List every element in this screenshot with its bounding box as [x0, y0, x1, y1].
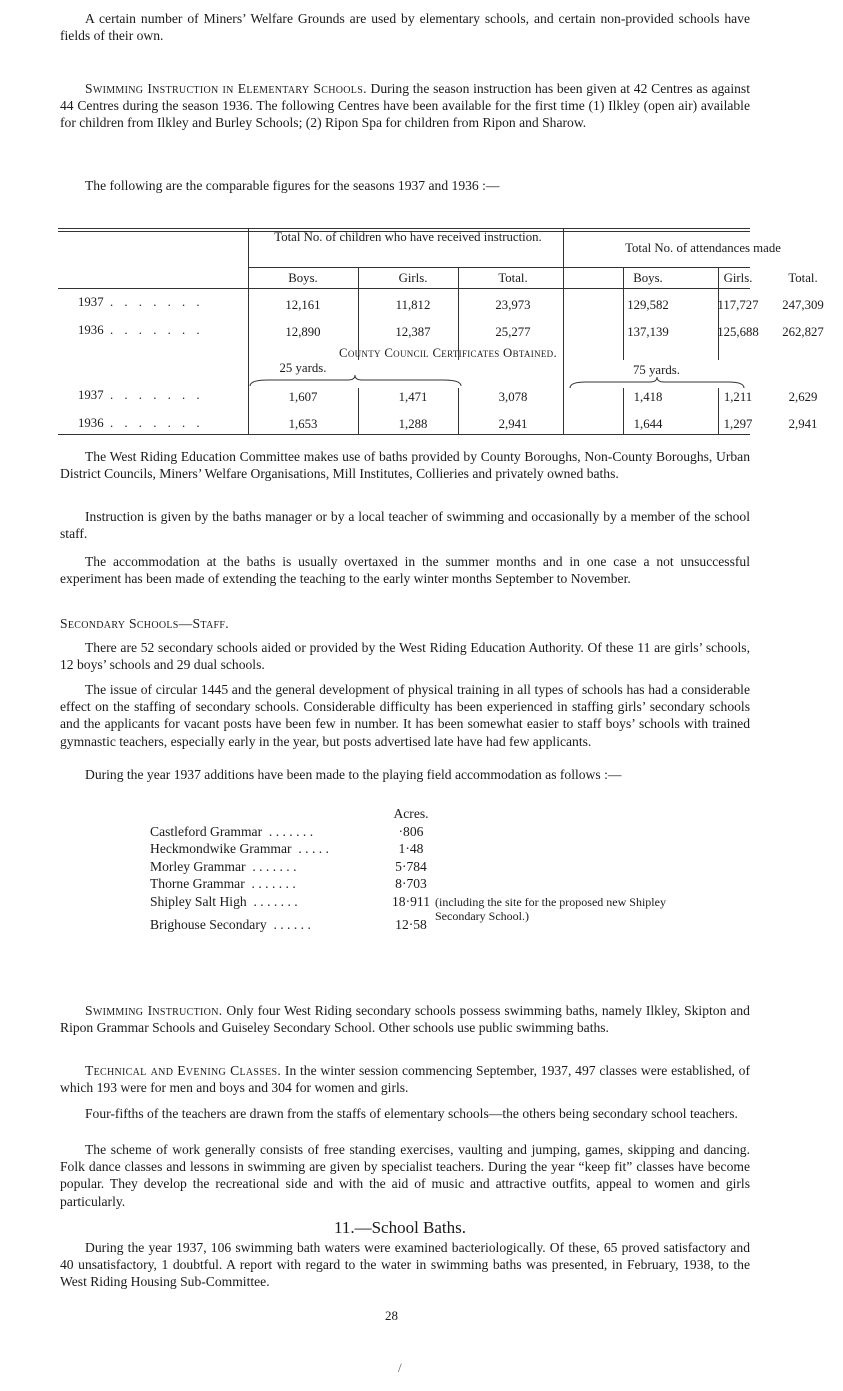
row-year: 1937 [78, 295, 104, 309]
cell-total-att-1936: 262,827 [782, 325, 824, 339]
cell-girls-1937: 11,812 [395, 298, 431, 312]
cert-boys-75-1936: 1,644 [633, 417, 663, 431]
swimming-secondary-paragraph [60, 1002, 750, 1036]
children-instructed-header: Total No. of children who have received instruction. [274, 230, 542, 244]
cert-girls-75-1936: 1,297 [723, 417, 753, 431]
col-total-header: Total. [498, 271, 528, 285]
cert-girls-75-1937: 1,211 [723, 390, 753, 404]
page-number: 28 [385, 1308, 398, 1323]
cert-total-75-1937: 2,629 [788, 390, 818, 404]
cert-boys-25-1936: 1,653 [288, 417, 318, 431]
overtaxed-paragraph: The accommodation at the baths is usually overtaxed in the summer months and in one case a not unsuccessful experiment has been made of extending the teaching to the early winter months September to November. [60, 554, 750, 587]
shipley-note: (including the site for the proposed new Shipley Secondary School.) [435, 894, 666, 923]
scheme-paragraph: The scheme of work generally consists of free standing exercises, vaulting and jumping, games, skipping and dancing. Folk dance classes and lessons in swimming are given by specialist teachers. During the year “keep fit” classes have become popular. They develop the recreational side and with the aid of music and attractive outfits, appeal to women and girls particularly. [60, 1142, 750, 1209]
list-item [150, 917, 750, 935]
table-bottom-rule [58, 434, 750, 435]
cell-boys-att-1936: 137,139 [627, 325, 669, 339]
baths-examination-paragraph: During the year 1937, 106 swimming bath waters were examined bacteriologically. Of these, 65 proved satisfactory and 40 unsatisfactory, 1 doubtful. A report with regard to the water in swimming baths was presented, in February, 1938, to the West Riding Housing Sub-Committee. [60, 1240, 750, 1290]
table-row [78, 323, 204, 338]
row-leader-dots: . . . . . . . [110, 323, 204, 337]
cert-total-25-1937: 3,078 [498, 390, 528, 404]
acreage-value: 8·703 [395, 876, 427, 891]
secondary-schools-paragraph: There are 52 secondary schools aided or provided by the West Riding Education Authority. Of these 11 are girls’ schools, 12 boys’ schools and 29 dual schools. [60, 640, 750, 673]
col-total-attendance-header: Total. [788, 271, 818, 285]
row-year: 1936 [78, 416, 104, 430]
swimming-elementary-paragraph [60, 80, 750, 132]
technical-classes-paragraph [60, 1062, 750, 1096]
cert-boys-25-1937: 1,607 [288, 390, 318, 404]
swimming-elementary-text: During the season instruction has been given at 42 Centres as against 44 Centres during the season 1936. The following Centres have been available for the first time (1) Ilkley (open air) available for children from Ilkley and Burley Schools; (2) Ripon Spa for children from Ripon and Sharow. [60, 81, 750, 131]
school-name: Castleford Grammar . . . . . . . [150, 823, 314, 839]
list-item [150, 893, 750, 923]
school-name: Morley Grammar . . . . . . . [150, 858, 297, 874]
cert-girls-25-1937: 1,471 [398, 390, 428, 404]
technical-classes-text: In the winter session commencing September, 1937, 497 classes were established, of which 193 were for men and boys and 304 for women and girls. [60, 1063, 751, 1096]
cell-boys-1936: 12,890 [285, 325, 321, 339]
col-boys-header: Boys. [288, 271, 318, 285]
cell-total-1937: 23,973 [495, 298, 531, 312]
table-header-rule [248, 267, 750, 268]
intro-grounds-paragraph: A certain number of Miners’ Welfare Grounds are used by elementary schools, and certain non-provided schools have fields of their own. [60, 11, 750, 44]
cell-boys-att-1937: 129,582 [627, 298, 669, 312]
school-name: Thorne Grammar . . . . . . . [150, 876, 296, 891]
list-item [150, 824, 750, 842]
yards-25-label: 25 yards. [279, 361, 327, 375]
circular-paragraph: The issue of circular 1445 and the general development of physical training in all types of schools has had a considerable effect on the staffing of secondary schools. Considerable difficulty has been experienced in staffing girls’ secondary schools and the applicants for vacant posts have been few in number. It has been somewhat easier to staff boys’ schools with trained gymnastic teachers, especially early in the year, but posts advertised late have had few applicants. [60, 682, 750, 749]
yards-75-brace [568, 376, 748, 390]
swimming-elementary-heading: Swimming Instruction in Elementary Schools. [85, 81, 367, 96]
yards-75-label: 75 yards. [633, 363, 680, 377]
school-baths-heading: 11.—School Baths. [333, 1218, 467, 1237]
cell-boys-1937: 12,161 [285, 298, 321, 312]
stray-mark: / [398, 1360, 402, 1375]
swimming-figures-table [58, 228, 824, 436]
table-row [78, 388, 204, 403]
acreage-value: ·806 [398, 823, 424, 839]
cert-total-75-1936: 2,941 [788, 417, 818, 431]
acreage-value: 18·911 [391, 893, 430, 909]
cell-total-1936: 25,277 [495, 325, 531, 339]
additions-paragraph: During the year 1937 additions have been made to the playing field accommodation as follows :— [85, 767, 622, 782]
technical-classes-heading: Technical and Evening Classes. [85, 1063, 282, 1078]
school-name: Shipley Salt High . . . . . . . [150, 893, 298, 909]
list-item [150, 876, 750, 894]
row-leader-dots: . . . . . . . [110, 295, 204, 309]
swimming-secondary-text: Only four West Riding secondary schools possess swimming baths, namely Ilkley, Skipton and Ripon Grammar Schools and Guiseley Secondary School. Other schools use public swimming baths. [60, 1003, 750, 1036]
list-header [150, 806, 750, 824]
cert-girls-25-1936: 1,288 [398, 417, 428, 431]
table-row [78, 416, 204, 431]
playing-field-list [150, 806, 750, 935]
col-girls-header: Girls. [398, 271, 428, 285]
cell-girls-att-1937: 117,727 [717, 298, 759, 312]
table-subheader-rule [58, 288, 750, 289]
baths-use-paragraph: The West Riding Education Committee makes use of baths provided by County Boroughs, Non-County Boroughs, Urban District Councils, Miners’ Welfare Organisations, Mill Institutes, Collieries and privately owned baths. [60, 449, 750, 482]
row-leader-dots: . . . . . . . [110, 388, 204, 402]
table-top-rule [58, 228, 750, 229]
col-girls-attendance-header: Girls. [723, 271, 753, 285]
table-row [78, 295, 204, 310]
row-year: 1937 [78, 388, 104, 402]
four-fifths-paragraph: Four-fifths of the teachers are drawn from the staffs of elementary schools—the others being secondary school teachers. [85, 1106, 738, 1121]
cert-total-25-1936: 2,941 [498, 417, 528, 431]
school-name: Brighouse Secondary . . . . . . [150, 917, 311, 932]
secondary-staff-heading: Secondary Schools—Staff. [60, 616, 229, 631]
row-leader-dots: . . . . . . . [110, 416, 204, 430]
acreage-value: 5·784 [395, 858, 427, 874]
instruction-by-paragraph: Instruction is given by the baths manager or by a local teacher of swimming and occasionally by a member of the school staff. [60, 509, 750, 542]
yards-25-brace [248, 374, 463, 388]
acreage-value: 12·58 [395, 917, 427, 932]
row-year: 1936 [78, 323, 104, 337]
cell-girls-1936: 12,387 [395, 325, 431, 339]
certificates-heading: County Council Certificates Obtained. [339, 346, 557, 360]
list-item [150, 841, 750, 859]
acreage-value: 1·48 [398, 841, 424, 856]
attendances-header: Total No. of attendances made [625, 241, 781, 255]
cell-total-att-1937: 247,309 [782, 298, 824, 312]
cert-boys-75-1937: 1,418 [633, 390, 663, 404]
list-item [150, 859, 750, 877]
comparable-figures-line: The following are the comparable figures for the seasons 1937 and 1936 :— [85, 178, 500, 193]
school-name: Heckmondwike Grammar . . . . . [150, 841, 329, 856]
col-boys-attendance-header: Boys. [633, 271, 663, 285]
acres-header: Acres. [393, 806, 429, 821]
cell-girls-att-1936: 125,688 [717, 325, 759, 339]
swimming-secondary-heading: Swimming Instruction. [85, 1003, 223, 1018]
